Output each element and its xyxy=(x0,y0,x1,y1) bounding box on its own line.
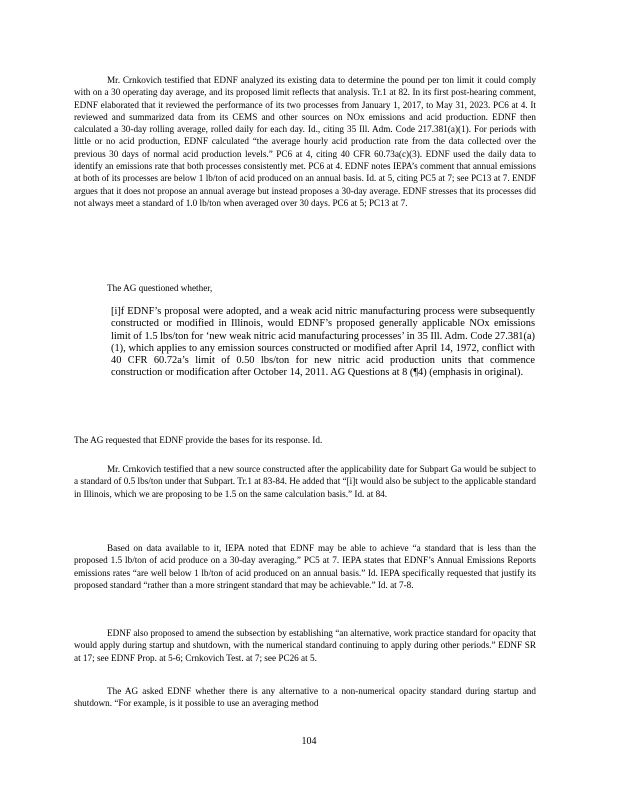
quote-text: [i]f EDNF’s proposal were adopted, and a weak acid nitric manufacturing process were subsequently constructed or modified in Illinois, would EDNF’s proposed generally applicable NOx emissions limit of 1.5 lbs/ton for ‘new weak nitric acid manufacturing processes’ in 35 Ill. Adm. Code 27.381(a)(1), which applies to any emission sources constructed or modified after April 14, 1972, conflict with 40 CFR 60.72a’s limit of 0.50 lbs/ton for new nitric acid production units that commence construction or modification after October 14, 2011. AG Questions at 8 (¶4) (emphasis in original). xyxy=(111,306,535,379)
paragraph-text: Mr. Crnkovich testified that a new source constructed after the applicability date for Subpart Ga would be subject to a standard of 0.5 lbs/ton under that Subpart. Tr.1 at 83-84. He added that “[i]t would also be subject to the applicable standard in Illinois, which we are proposing to be 1.5 on the same calculation basis.” Id. at 84. xyxy=(74,464,536,499)
paragraph-ag-questioned xyxy=(74,282,536,294)
paragraph-work-practice xyxy=(74,627,536,664)
paragraph-edfn-analysis xyxy=(74,74,536,209)
paragraph-ag-alternative xyxy=(74,685,536,710)
paragraph-iepa-data xyxy=(74,542,536,591)
paragraph-text: Mr. Crnkovich testified that EDNF analyzed its existing data to determine the pound per ton limit it could comply with on a 30 operating day average, and its proposed limit reflects that analysis. Tr.1 at 82. In its first post-hearing comment, EDNF elaborated that it reviewed the performance of its two processes from January 1, 2017, to May 31, 2023. PC6 at 4. It reviewed and summarized data from its CEMS and other sources on NOx emissions and acid production. EDNF then calculated a 30-day rolling average, rolled daily for each day. Id., citing 35 Ill. Adm. Code 217.381(a)(1). For periods with little or no acid production, EDNF calculated “the average hourly acid production rate from the data collected over the previous 30 days of normal acid production levels.” PC6 at 4, citing 40 CFR 60.73a(c)(3). EDNF used the daily data to identify an emissions rate that both processes consistently met. PC6 at 4. EDNF notes IEPA’s comment that annual emissions at both of its processes are below 1 lb/ton of acid produced on an annual basis. Id. at 5, citing PC5 at 7; see PC13 at 7. ENDF argues that it does not propose an annual average but instead proposes a 30-day average. EDNF stresses that its processes did not always meet a standard of 1.0 lb/ton when averaged over 30 days. PC6 at 5; PC13 at 7. xyxy=(74,75,536,208)
paragraph-new-source xyxy=(74,463,536,500)
block-quote xyxy=(74,306,536,380)
paragraph-text: The AG questioned whether, xyxy=(107,283,213,293)
paragraph-text: Based on data available to it, IEPA noted that EDNF may be able to achieve “a standard that is less than the proposed 1.5 lb/ton of acid produce on a 30-day averaging.” PC5 at 7. IEPA states that EDNF’s Annual Emissions Reports emissions rates “are well below 1 lb/ton of acid produced on an annual basis.” Id. IEPA specifically requested that justify its proposed standard “rather than a more stringent standard that may be achievable.” Id. at 7-8. xyxy=(74,543,536,590)
page-number: 104 xyxy=(301,736,317,747)
paragraph-text: The AG requested that EDNF provide the bases for its response. Id. xyxy=(74,435,323,445)
paragraph-ag-requested xyxy=(74,434,536,446)
paragraph-text: The AG asked EDNF whether there is any alternative to a non-numerical opacity standard during startup and shutdown. “For example, is it possible to use an averaging method xyxy=(74,686,536,709)
paragraph-text: EDNF also proposed to amend the subsection by establishing “an alternative, work practice standard for opacity that would apply during startup and shutdown, with the numerical standard continuing to apply during other periods.” EDNF SR at 17; see EDNF Prop. at 5-6; Crnkovich Test. at 7; see PC26 at 5. xyxy=(74,628,536,663)
